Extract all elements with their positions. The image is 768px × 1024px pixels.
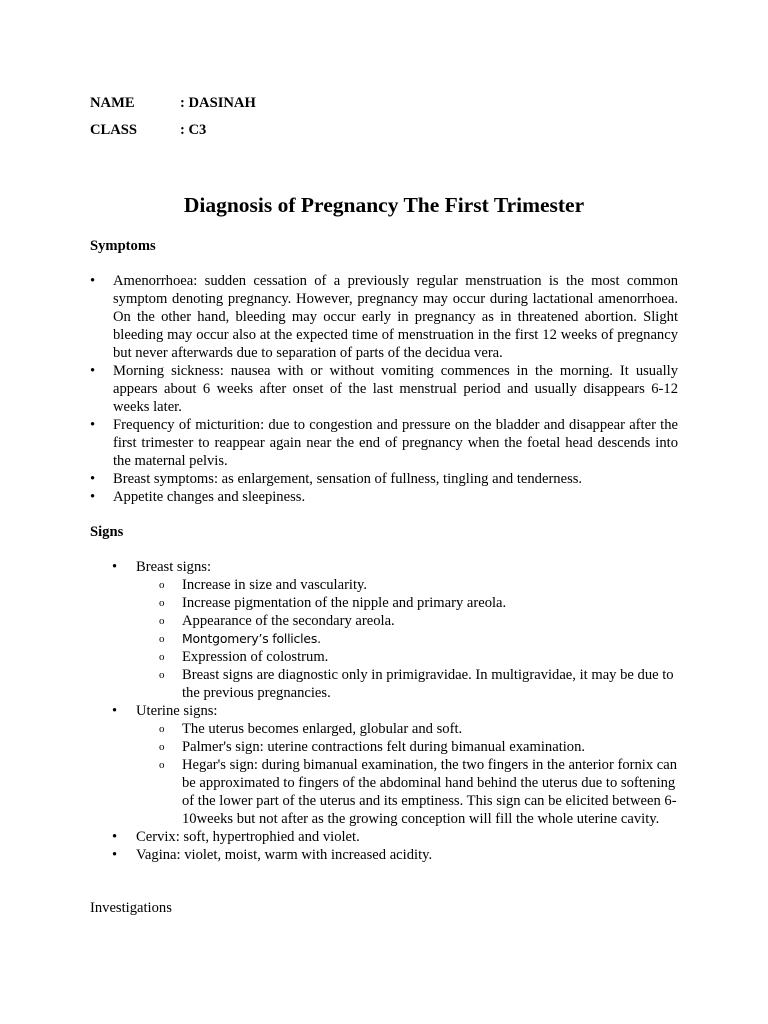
list-item [136,756,678,828]
list-item [136,738,678,756]
sign-text: Breast signs are diagnostic only in primigravidae. In multigravidae, it may be due to the previous pregnancies. [182,667,674,701]
sub-bullet-icon: o [159,597,165,609]
name-row [90,94,256,112]
list-item [136,666,678,702]
uterine-signs-list [136,720,678,828]
class-row [90,121,206,139]
vagina-sign-text: Vagina: violet, moist, warm with increased acidity. [136,847,433,863]
list-item [90,488,678,506]
investigations-heading: Investigations [90,900,172,916]
sub-bullet-icon: o [159,759,165,771]
sub-bullet-icon: o [159,651,165,663]
symptom-text: Breast symptoms: as enlargement, sensation of fullness, tingling and tenderness. [113,471,583,487]
class-value: : C3 [180,122,207,138]
list-item [112,828,678,846]
sub-bullet-icon: o [159,633,165,645]
sign-text: Palmer's sign: uterine contractions felt during bimanual examination. [182,739,586,755]
sign-text: Increase pigmentation of the nipple and primary areola. [182,595,507,611]
sub-bullet-icon: o [159,669,165,681]
list-item [136,648,678,666]
breast-signs-list [136,576,678,702]
bullet-icon: • [112,559,118,575]
uterine-signs-label: Uterine signs: [136,703,218,719]
list-item [136,630,678,648]
list-item [112,846,678,864]
bullet-icon: • [90,489,96,505]
name-value: : DASINAH [180,95,256,111]
symptom-text: Appetite changes and sleepiness. [113,489,306,505]
sub-bullet-icon: o [159,615,165,627]
breast-signs-label: Breast signs: [136,559,211,575]
sub-bullet-icon: o [159,741,165,753]
bullet-icon: • [90,273,96,289]
sub-bullet-icon: o [159,579,165,591]
bullet-icon: • [90,363,96,379]
symptom-text: Frequency of micturition: due to congestion and pressure on the bladder and disappear after the first trimester to reappear again near the end of pregnancy when the foetal head descends into the maternal pelvis. [113,417,678,469]
sign-text: Hegar's sign: during bimanual examination, the two fingers in the anterior fornix can be approximated to fingers of the abdominal hand behind the uterus due to softening of the lower part of the uterus and its emptiness. This sign can be elicited between 6-10weeks but not after as the growing conception will fill the whole uterine cavity. [182,757,678,827]
cervix-sign-text: Cervix: soft, hypertrophied and violet. [136,829,360,845]
signs-heading: Signs [90,524,124,540]
bullet-icon: • [112,847,118,863]
sign-text: Increase in size and vascularity. [182,577,368,593]
sign-text: The uterus becomes enlarged, globular and soft. [182,721,463,737]
document-title: Diagnosis of Pregnancy The First Trimester [183,193,585,217]
list-item [136,576,678,594]
sign-text: Appearance of the secondary areola. [182,613,395,629]
symptom-text: Morning sickness: nausea with or without vomiting commences in the morning. It usually appears about 6 weeks after onset of the last menstrual period and usually disappears 6-12 weeks later. [113,363,678,415]
symptoms-heading: Symptoms [90,238,156,254]
sub-bullet-icon: o [159,723,165,735]
symptoms-list [90,272,678,506]
bullet-icon: • [90,417,96,433]
list-item [112,702,678,828]
list-item [90,272,678,362]
list-item [90,416,678,470]
class-label: CLASS [90,122,138,138]
symptom-text: Amenorrhoea: sudden cessation of a previously regular menstruation is the most common symptom denoting pregnancy. However, pregnancy may occur during lactational amenorrhoea. On the other hand, bleeding may occur early in pregnancy as in threatened abortion. Slight bleeding may occur also at the expected time of menstruation in the first 12 weeks of pregnancy but never afterwards due to separation of parts of the decidua vera. [113,273,678,361]
name-label: NAME [90,95,135,111]
list-item [90,470,678,488]
list-item [136,720,678,738]
list-item [136,594,678,612]
list-item [136,612,678,630]
list-item [90,362,678,416]
sign-text: Expression of colostrum. [182,649,329,665]
bullet-icon: • [112,703,118,719]
bullet-icon: • [90,471,96,487]
list-item [112,558,678,702]
sign-text: Montgomery’s follicles. [182,631,321,646]
signs-list [112,558,678,864]
bullet-icon: • [112,829,118,845]
